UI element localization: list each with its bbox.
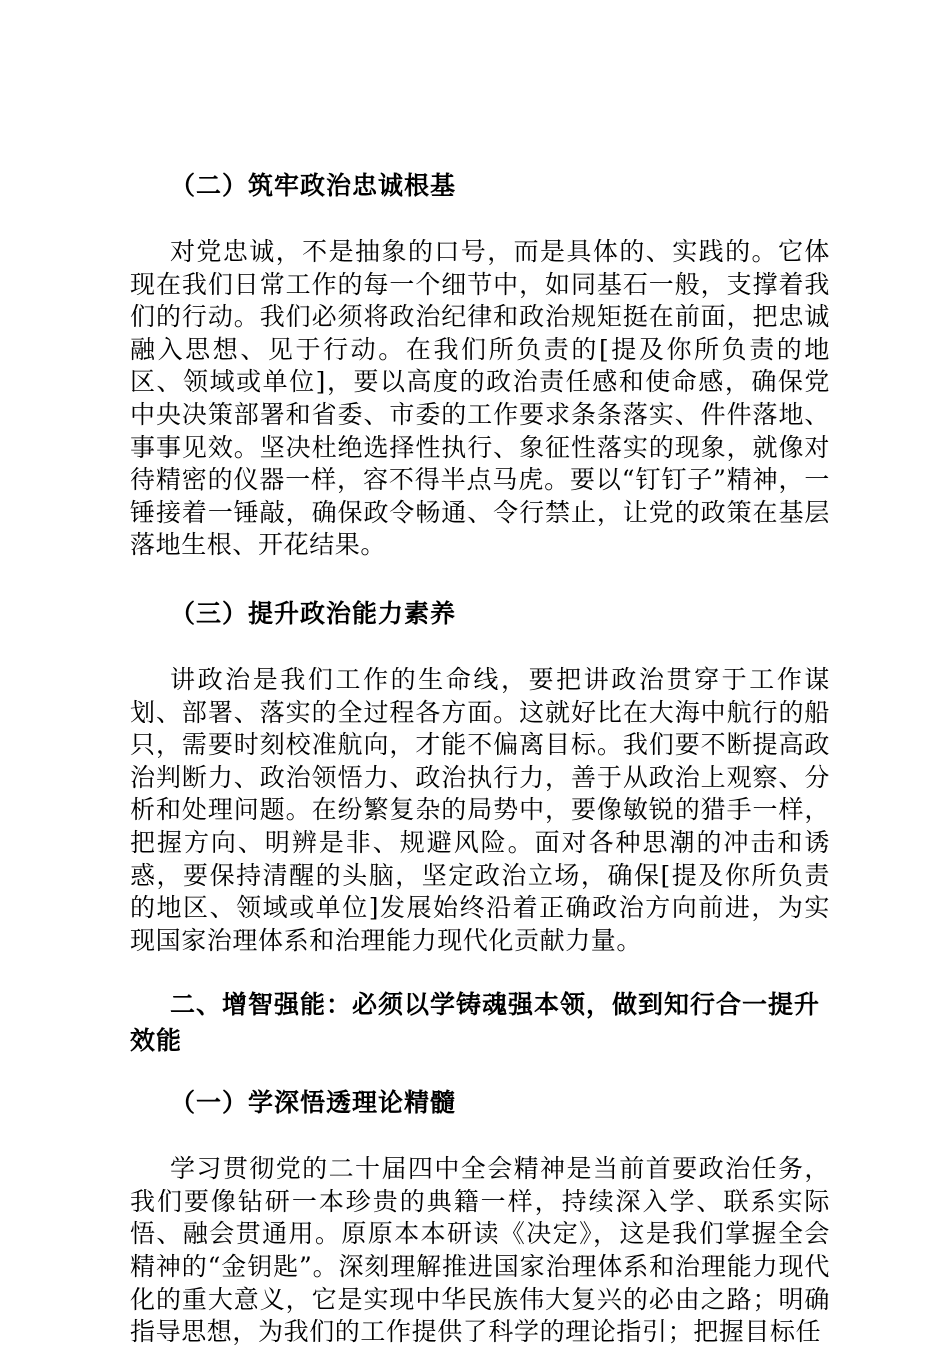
subheading-theory-study: （一）学深悟透理论精髓 xyxy=(170,1088,457,1118)
section-heading-two: 二、增智强能：必须以学铸魂强本领，做到知行合一提升效能 xyxy=(130,990,821,1056)
paragraph-theory-study: 学习贯彻党的二十届四中全会精神是当前首要政治任务，我们要像钻研一本珍贵的典籍一样，持续深入学、联系实际悟、融会贯通用。原原本本研读《决定》，这是我们掌握全会精神的“金钥匙”。深刻理解推进国家治理体系和治理能力现代化的重大意义，它是实现中华民族伟大复兴的必由之路；明确指导思想，为我们的工作提供了科学的理论指引；把握目标任 xyxy=(130,1154,830,1347)
subheading-strengthen-loyalty: （二）筑牢政治忠诚根基 xyxy=(170,171,457,200)
paragraph-loyalty: 对党忠诚，不是抽象的口号，而是具体的、实践的。它体现在我们日常工作的每一个细节中，如同基石一般，支撑着我们的行动。我们必须将政治纪律和政治规矩挺在前面，把忠诚融入思想、见于行动。在我们所负责的[提及你所负责的地区、领域或单位]，要以高度的政治责任感和使命感，确保党中央决策部署和省委、市委的工作要求条条落实、件件落地、事事见效。坚决杜绝选择性执行、象征性落实的现象，就像对待精密的仪器一样，容不得半点马虎。要以“钉钉子”精神，一锤接着一锤敲，确保政令畅通、令行禁止，让党的政策在基层落地生根、开花结果。 xyxy=(130,237,830,560)
document-body xyxy=(130,168,830,1349)
subheading-political-ability: （三）提升政治能力素养 xyxy=(170,598,457,628)
paragraph-political-ability: 讲政治是我们工作的生命线，要把讲政治贯穿于工作谋划、部署、落实的全过程各方面。这就好比在大海中航行的船只，需要时刻校准航向，才能不偏离目标。我们要不断提高政治判断力、政治领悟力、政治执行力，善于从政治上观察、分析和处理问题。在纷繁复杂的局势中，要像敏锐的猎手一样，把握方向、明辨是非、规避风险。面对各种思潮的冲击和诱惑，要保持清醒的头脑，坚定政治立场，确保[提及你所负责的地区、领域或单位]发展始终沿着正确政治方向前进，为实现国家治理体系和治理能力现代化贡献力量。 xyxy=(130,664,830,955)
